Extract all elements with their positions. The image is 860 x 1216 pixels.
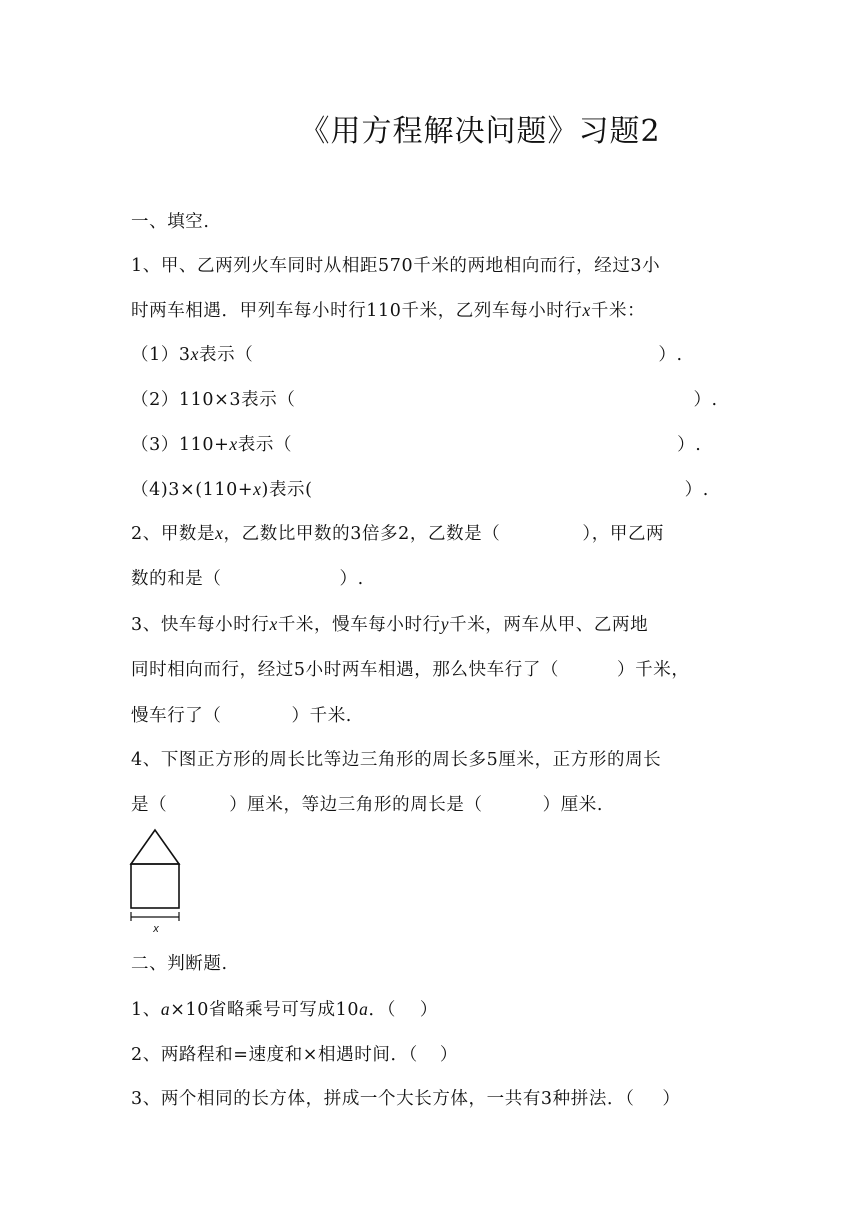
q1-part2 (131, 386, 718, 411)
square-shape (131, 864, 179, 908)
q2-line1 (131, 520, 664, 545)
q4-text: ）厘米. (542, 795, 604, 815)
p2-end: ）. (693, 390, 718, 410)
var-y: y (440, 614, 450, 634)
q2-text: ）. (339, 569, 364, 589)
p4-end: ）. (684, 480, 709, 500)
j3 (131, 1085, 681, 1110)
q1-line1: 1、甲、乙两列火车同时从相距570千米的两地相向而行，经过3小 (131, 256, 661, 276)
q3-text: ）千米， (617, 660, 690, 680)
var-x: x (253, 479, 262, 499)
j1-end: ） (419, 1000, 439, 1020)
q3-text: 慢车行了（ (131, 706, 222, 726)
q3-text: 3、快车每小时行 (131, 615, 270, 635)
q3-text: ）千米. (291, 706, 352, 726)
q1-part1 (131, 341, 683, 366)
p1-prefix: （1）3 (131, 345, 191, 365)
q3-text: 千米，慢车每小时行 (277, 615, 441, 635)
q3-line1 (131, 611, 648, 636)
p4-label: )表示( (261, 480, 313, 500)
var-a: a (359, 999, 369, 1019)
q1-part3 (131, 431, 701, 456)
j1-text: ×10省略乘号可写成10 (170, 1000, 360, 1020)
p1-label: 表示（ (199, 345, 254, 365)
p4-prefix: （4)3×(110+ (131, 480, 254, 500)
q4-line1: 4、下图正方形的周长比等边三角形的周长多5厘米，正方形的周长 (131, 750, 662, 770)
j2-end: ） (439, 1045, 459, 1065)
j2 (131, 1041, 458, 1066)
page-title: 《用方程解决问题》习题2 (299, 114, 661, 149)
var-x: x (215, 523, 224, 543)
j1-text: ．（ (368, 1000, 396, 1020)
q4-line2 (131, 791, 603, 816)
q2-text: ，乙数比甲数的3倍多2，乙数是（ (223, 524, 501, 544)
var-x: x (229, 434, 238, 454)
p3-label: 表示（ (237, 435, 293, 455)
q4-text: ）厘米，等边三角形的周长是（ (229, 795, 483, 815)
p3-prefix: （3）110+ (131, 435, 230, 455)
q3-line2 (131, 656, 689, 681)
j1 (131, 996, 438, 1021)
q3-text: 千米，两车从甲、乙两地 (449, 615, 649, 635)
var-x: x (269, 614, 278, 634)
j2-text: 2、两路程和=速度和×相遇时间．（ (131, 1045, 418, 1065)
j1-text: 1、 (131, 1000, 161, 1020)
q3-text: 同时相向而行，经过5小时两车相遇，那么快车行了（ (131, 660, 560, 680)
house-figure (128, 828, 188, 936)
section-heading-fill-blank: 一、填空. (131, 212, 210, 232)
q3-line3 (131, 702, 352, 727)
q1-text-end: 千米： (590, 301, 646, 321)
dimension-label: x (153, 923, 159, 935)
q2-line2 (131, 565, 364, 590)
var-x: x (190, 344, 200, 364)
q1-text: 时两车相遇．甲列车每小时行110千米，乙列车每小时行 (131, 301, 583, 321)
p2-label: （2）110×3表示（ (131, 390, 296, 410)
q1-line2 (131, 297, 645, 322)
q2-text: 数的和是（ (131, 569, 222, 589)
q2-text: 2、甲数是 (131, 524, 216, 544)
var-x: x (582, 300, 591, 320)
triangle-shape (131, 830, 179, 864)
p1-end: ）. (658, 345, 683, 365)
q1-part4 (131, 476, 709, 501)
var-a: a (160, 999, 171, 1019)
j3-text: 3、两个相同的长方体，拼成一个大长方体，一共有3种拼法．（ (131, 1089, 635, 1109)
q2-text: ），甲乙两 (582, 524, 665, 544)
j3-end: ） (662, 1089, 681, 1109)
p3-end: ）. (677, 435, 702, 455)
section-heading-judgement: 二、判断题. (131, 954, 228, 974)
q4-text: 是（ (131, 795, 168, 815)
